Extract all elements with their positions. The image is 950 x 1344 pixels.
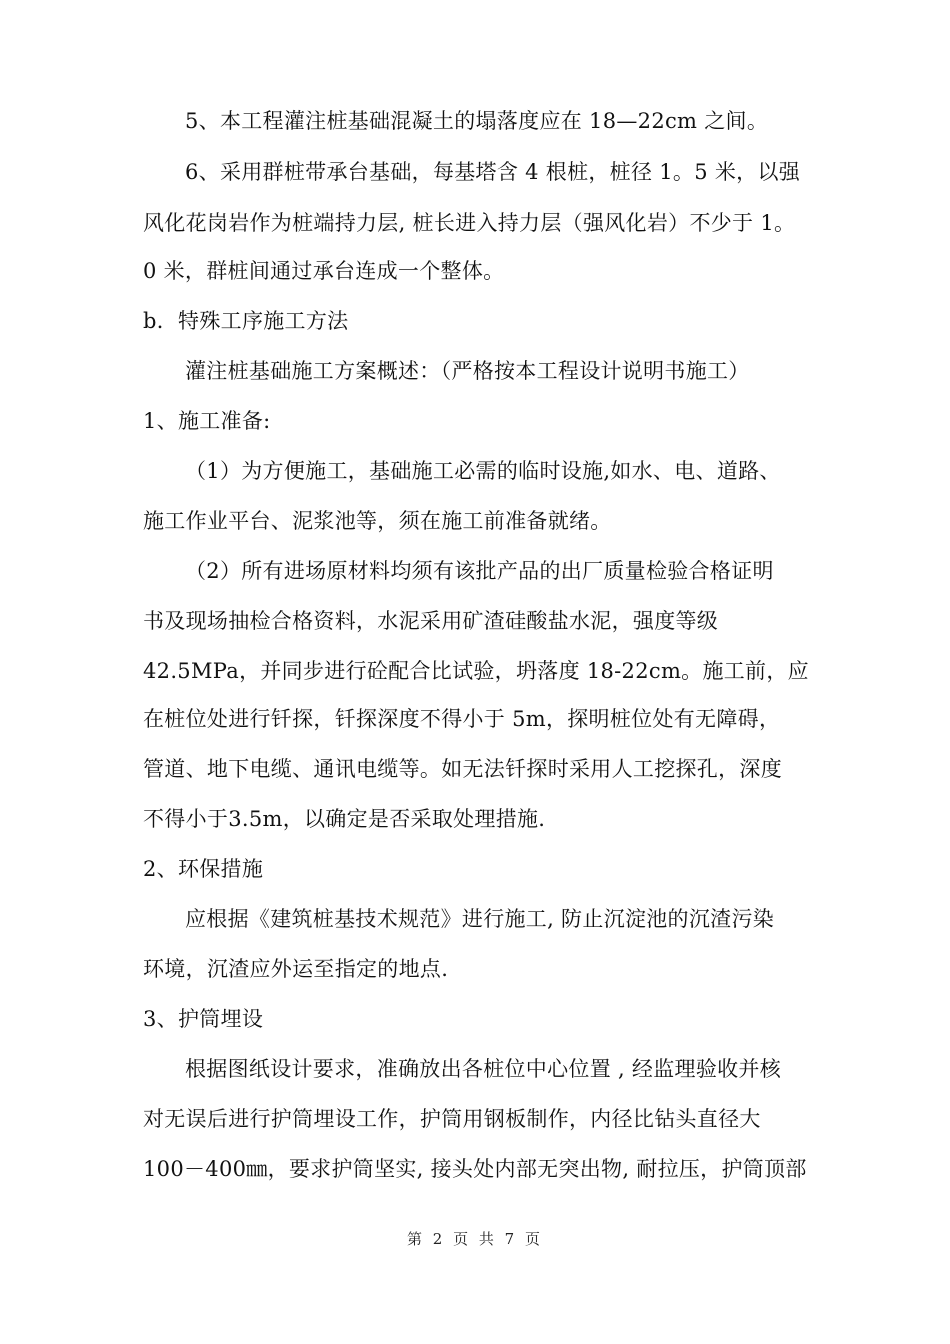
page-footer: 第 2 页 共 7 页 [407,1230,543,1248]
text-line: 应根据《建筑桩基技术规范》进行施工, 防止沉淀池的沉渣污染 [185,907,775,931]
text-line: 不得小于3.5m，以确定是否采取处理措施. [143,807,546,831]
text-line: 42.5MPa，并同步进行砼配合比试验，坍落度 18-22cm。施工前，应 [143,659,809,683]
text-line: 施工作业平台、泥浆池等，须在施工前准备就绪。 [143,509,612,533]
text-line: 灌注桩基础施工方案概述：（严格按本工程设计说明书施工） [185,359,750,383]
section-heading: b．特殊工序施工方法 [143,309,349,333]
text-line: （1）为方便施工，基础施工必需的临时设施,如水、电、道路、 [185,459,781,483]
text-line: 风化花岗岩作为桩端持力层, 桩长进入持力层（强风化岩）不少于 1。 [143,211,796,235]
text-line: 在桩位处进行钎探，钎探深度不得小于 5m，探明桩位处有无障碍， [143,707,781,731]
text-line: 5、本工程灌注桩基础混凝土的塌落度应在 18—22cm 之间。 [185,109,769,133]
section-heading: 3、护筒埋设 [143,1007,264,1031]
text-line: 根据图纸设计要求，准确放出各桩位中心位置 , 经监理验收并核 [185,1057,782,1081]
section-heading: 2、环保措施 [143,857,264,881]
text-line: 100－400㎜，要求护筒坚实, 接头处内部无突出物, 耐拉压，护筒顶部 [143,1157,807,1181]
text-line: 环境，沉渣应外运至指定的地点. [143,957,449,981]
text-line: 6、采用群桩带承台基础，每基塔含 4 根桩，桩径 1。5 米，以强 [185,160,801,184]
text-line: 对无误后进行护筒埋设工作，护筒用钢板制作，内径比钻头直径大 [143,1107,761,1131]
text-line: （2）所有进场原材料均须有该批产品的出厂质量检验合格证明 [185,559,774,583]
text-line: 书及现场抽检合格资料，水泥采用矿渣硅酸盐水泥，强度等级 [143,609,719,633]
text-line: 0 米，群桩间通过承台连成一个整体。 [143,259,505,283]
text-line: 管道、地下电缆、通讯电缆等。如无法钎探时采用人工挖探孔，深度 [143,757,782,781]
section-heading: 1、施工准备: [143,409,271,433]
